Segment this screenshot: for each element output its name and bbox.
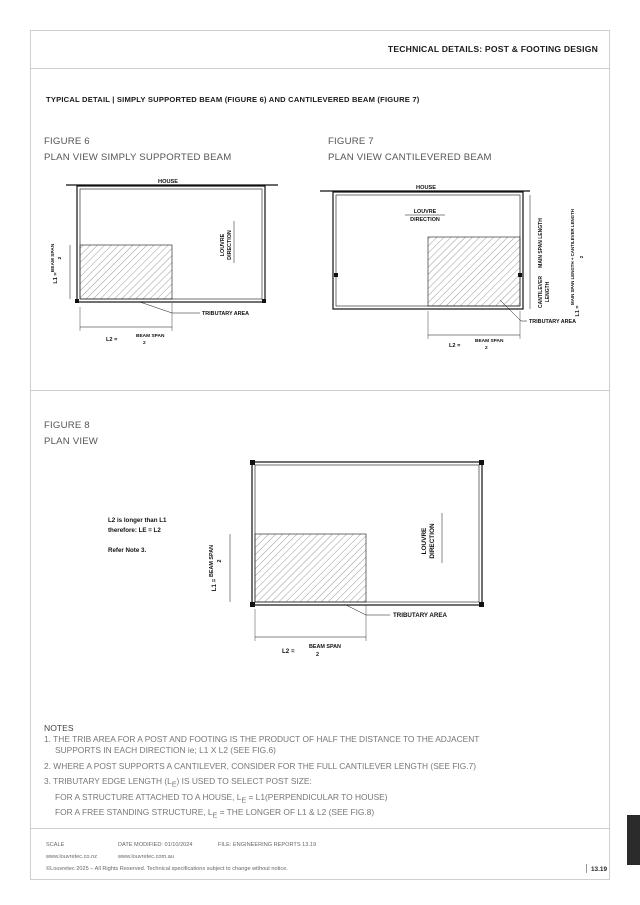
figure8-note-line3: Refer Note 3. <box>108 547 147 554</box>
note-3-text: = THE LONGER OF L1 & L2 (SEE FIG.8) <box>217 807 375 818</box>
louvre-text: LOUVRE <box>220 233 226 257</box>
svg-text:BEAM SPAN: BEAM SPAN <box>209 545 215 577</box>
main-span-length-label: MAIN SPAN LENGTH <box>538 218 544 268</box>
header-divider <box>30 68 610 69</box>
note-1-line2: SUPPORTS IN EACH DIRECTION ie; L1 X L2 (SEE FIG.6) <box>55 744 276 755</box>
note-3-text: FOR A STRUCTURE ATTACHED TO A HOUSE, L <box>55 791 242 802</box>
direction-text: DIRECTION <box>410 217 440 223</box>
louvre-text: LOUVRE <box>421 527 428 555</box>
tributary-leader <box>346 605 366 615</box>
figure8-heading <box>44 418 98 450</box>
cantilever-label: CANTILEVER <box>538 276 544 308</box>
figure8-note-line2: therefore: LE = L2 <box>108 527 161 534</box>
l1-formula-label <box>570 209 584 316</box>
footer-website-au[interactable]: www.louvretec.com.au <box>118 854 174 860</box>
notes-title: NOTES <box>44 723 74 733</box>
figure7-heading <box>328 134 492 166</box>
l2-denominator: 2 <box>316 652 319 658</box>
tributary-leader <box>140 302 172 313</box>
page-header-title: TECHNICAL DETAILS: POST & FOOTING DESIGN <box>387 44 598 54</box>
l2-label: L2 = <box>449 343 461 349</box>
footer-date-modified: DATE MODIFIED: 01/10/2024 <box>118 842 193 848</box>
tributary-area-label: TRIBUTARY AREA <box>202 311 250 317</box>
figure7-diagram <box>315 175 610 355</box>
note-3-text: 3. TRIBUTARY EDGE LENGTH (L <box>44 776 172 787</box>
footer-copyright: ©Louvretec 2025 – All Rights Reserved. Technical specifications subject to change without notice. <box>46 866 288 872</box>
figure6-heading <box>44 134 231 166</box>
notes-list <box>44 734 479 828</box>
figure7-label: FIGURE 7 <box>328 136 374 147</box>
svg-text:2: 2 <box>58 256 63 260</box>
section-title: TYPICAL DETAIL | SIMPLY SUPPORTED BEAM (FIGURE 6) AND CANTILEVERED BEAM (FIGURE 7) <box>46 95 420 104</box>
note-2-line1: 2. WHERE A POST SUPPORTS A CANTILEVER, CONSIDER FOR THE FULL CANTILEVER LENGTH (SEE FIG.7) <box>44 760 477 771</box>
footer-scale: SCALE <box>46 842 65 848</box>
footer-website-nz[interactable]: www.louvretec.co.nz <box>46 854 97 860</box>
tributary-area-hatch <box>428 237 520 306</box>
louvre-direction-label <box>220 230 233 260</box>
direction-text: DIRECTION <box>227 230 233 260</box>
note-3-subscript: E <box>212 813 218 820</box>
louvre-direction-label <box>421 523 436 559</box>
svg-text:L1 =: L1 = <box>211 578 218 592</box>
post-marker <box>518 273 522 277</box>
l2-denominator: 2 <box>485 346 488 351</box>
footer-file: FILE: ENGINEERING REPORTS 13.19 <box>218 842 317 848</box>
note-3-line3 <box>44 807 479 822</box>
post-marker <box>75 299 79 303</box>
post-marker <box>250 602 255 607</box>
post-marker <box>334 273 338 277</box>
note-2 <box>44 761 479 772</box>
l2-beam-span: BEAM SPAN <box>309 644 341 650</box>
post-marker <box>262 299 266 303</box>
svg-text:MAIN SPAN LENGTH + CANTILEVER: MAIN SPAN LENGTH + CANTILEVER LENGTH <box>570 209 575 305</box>
page-number-divider <box>586 864 587 873</box>
figure8-label: FIGURE 8 <box>44 420 90 431</box>
l2-label: L2 = <box>282 648 295 655</box>
note-3-text: ) IS USED TO SELECT POST SIZE: <box>176 776 312 787</box>
house-label: HOUSE <box>416 185 436 191</box>
note-3-line2 <box>44 792 479 807</box>
figure6-label: FIGURE 6 <box>44 136 90 147</box>
footer-divider <box>30 828 610 829</box>
tributary-area-hatch <box>255 534 366 602</box>
note-3-text: = L1(PERPENDICULAR TO HOUSE) <box>246 791 388 802</box>
l1-dimension-label <box>50 243 63 283</box>
figure8-note-line1: L2 is longer than L1 <box>108 517 167 524</box>
svg-text:2: 2 <box>579 255 584 259</box>
page-number: 13.19 <box>591 866 607 873</box>
note-1 <box>44 734 479 756</box>
figure8-caption: PLAN VIEW <box>44 436 99 447</box>
l2-denominator: 2 <box>143 341 146 346</box>
house-label: HOUSE <box>158 179 178 185</box>
svg-text:2: 2 <box>217 559 223 563</box>
figure8-diagram <box>100 455 500 670</box>
cantilever-length-label: LENGTH <box>545 281 551 303</box>
note-3-subscript: E <box>241 797 247 805</box>
figure7-caption: PLAN VIEW CANTILEVERED BEAM <box>328 152 492 163</box>
post-marker <box>479 460 484 465</box>
svg-text:L1 =: L1 = <box>575 305 581 317</box>
direction-text: DIRECTION <box>429 523 436 559</box>
svg-text:L1 =: L1 = <box>53 272 59 284</box>
figure6-diagram <box>40 175 290 350</box>
l2-beam-span: BEAM SPAN <box>136 334 165 339</box>
tributary-area-hatch <box>80 245 172 299</box>
figure6-caption: PLAN VIEW SIMPLY SUPPORTED BEAM <box>44 152 232 163</box>
tributary-area-label: TRIBUTARY AREA <box>393 612 447 619</box>
post-marker <box>479 602 484 607</box>
note-3-text: FOR A FREE STANDING STRUCTURE, L <box>55 807 213 818</box>
section-tab-marker <box>627 815 640 865</box>
louvre-text: LOUVRE <box>413 209 437 215</box>
section-divider <box>30 390 610 391</box>
l2-beam-span: BEAM SPAN <box>475 339 504 344</box>
l1-dimension-label <box>209 545 223 591</box>
svg-text:BEAM SPAN: BEAM SPAN <box>51 243 56 273</box>
note-1-line1: 1. THE TRIB AREA FOR A POST AND FOOTING IS THE PRODUCT OF HALF THE DISTANCE TO THE ADJACENT <box>44 734 480 744</box>
note-3-line1 <box>44 776 479 791</box>
post-marker <box>250 460 255 465</box>
note-3-subscript: E <box>171 782 177 790</box>
l2-label: L2 = <box>106 337 118 343</box>
tributary-area-label: TRIBUTARY AREA <box>529 319 577 325</box>
note-3 <box>44 776 479 822</box>
